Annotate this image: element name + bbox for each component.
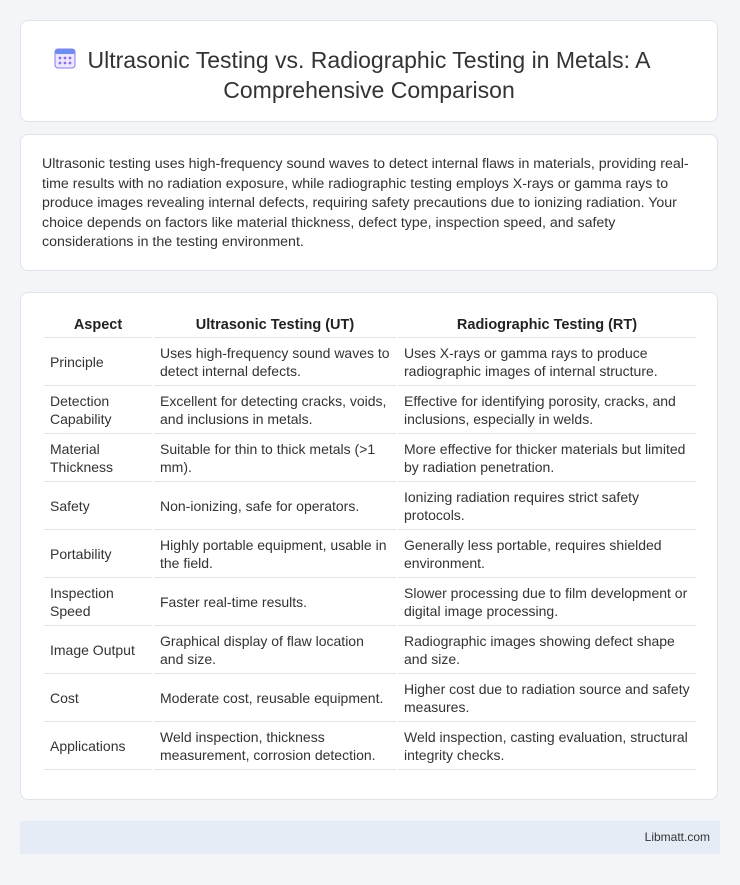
intro-card (20, 134, 718, 271)
table-row (44, 338, 696, 386)
comparison-table-card (20, 292, 718, 800)
header-aspect: Aspect (44, 313, 152, 338)
cell-aspect: Safety (44, 482, 152, 530)
cell-aspect: Cost (44, 674, 152, 722)
table-header-row (44, 313, 696, 338)
cell-rt: Radiographic images showing defect shape and size. (398, 626, 696, 674)
intro-paragraph: Ultrasonic testing uses high-frequency sound waves to detect internal flaws in materials, providing real-time results with no radiation exposure, while radiographic testing employs X-rays or gamma rays to produce images revealing internal defects, requiring safety precautions due to ionizing radiation. Your choice depends on factors like material thickness, defect type, inspection speed, and safety considerations in the testing environment. (42, 156, 689, 250)
cell-aspect: Material Thickness (44, 434, 152, 482)
table-row (44, 722, 696, 770)
table-row (44, 386, 696, 434)
cell-rt: Generally less portable, requires shielded environment. (398, 530, 696, 578)
page-title-line-1: Ultrasonic Testing vs. Radiographic Testing in Metals: A (87, 47, 651, 73)
cell-rt: Effective for identifying porosity, cracks, and inclusions, especially in welds. (398, 386, 696, 434)
table-row (44, 482, 696, 530)
page-title-line-2: Comprehensive Comparison (223, 77, 515, 103)
title-card (20, 20, 718, 122)
table-row (44, 434, 696, 482)
cell-aspect: Principle (44, 338, 152, 386)
header-rt: Radiographic Testing (RT) (398, 313, 696, 338)
cell-ut: Suitable for thin to thick metals (>1 mm). (154, 434, 396, 482)
cell-rt: Weld inspection, casting evaluation, structural integrity checks. (398, 722, 696, 770)
table-row (44, 578, 696, 626)
page-title (21, 45, 717, 105)
cell-aspect: Detection Capability (44, 386, 152, 434)
cell-rt: Slower processing due to film development or digital image processing. (398, 578, 696, 626)
cell-ut: Moderate cost, reusable equipment. (154, 674, 396, 722)
cell-ut: Uses high-frequency sound waves to detect internal defects. (154, 338, 396, 386)
table-row (44, 674, 696, 722)
table-row (44, 626, 696, 674)
cell-ut: Highly portable equipment, usable in the field. (154, 530, 396, 578)
cell-ut: Non-ionizing, safe for operators. (154, 482, 396, 530)
cell-aspect: Applications (44, 722, 152, 770)
cell-ut: Weld inspection, thickness measurement, corrosion detection. (154, 722, 396, 770)
footer-brand-link[interactable]: Libmatt.com (644, 830, 710, 844)
comparison-table (42, 313, 698, 770)
cell-rt: Ionizing radiation requires strict safety protocols. (398, 482, 696, 530)
cell-ut: Faster real-time results. (154, 578, 396, 626)
table-row (44, 530, 696, 578)
cell-aspect: Image Output (44, 626, 152, 674)
header-ut: Ultrasonic Testing (UT) (154, 313, 396, 338)
cell-ut: Excellent for detecting cracks, voids, and inclusions in metals. (154, 386, 396, 434)
footer-bar (20, 821, 720, 854)
cell-ut: Graphical display of flaw location and size. (154, 626, 396, 674)
cell-rt: Higher cost due to radiation source and safety measures. (398, 674, 696, 722)
cell-rt: More effective for thicker materials but limited by radiation penetration. (398, 434, 696, 482)
cell-rt: Uses X-rays or gamma rays to produce radiographic images of internal structure. (398, 338, 696, 386)
cell-aspect: Inspection Speed (44, 578, 152, 626)
cell-aspect: Portability (44, 530, 152, 578)
